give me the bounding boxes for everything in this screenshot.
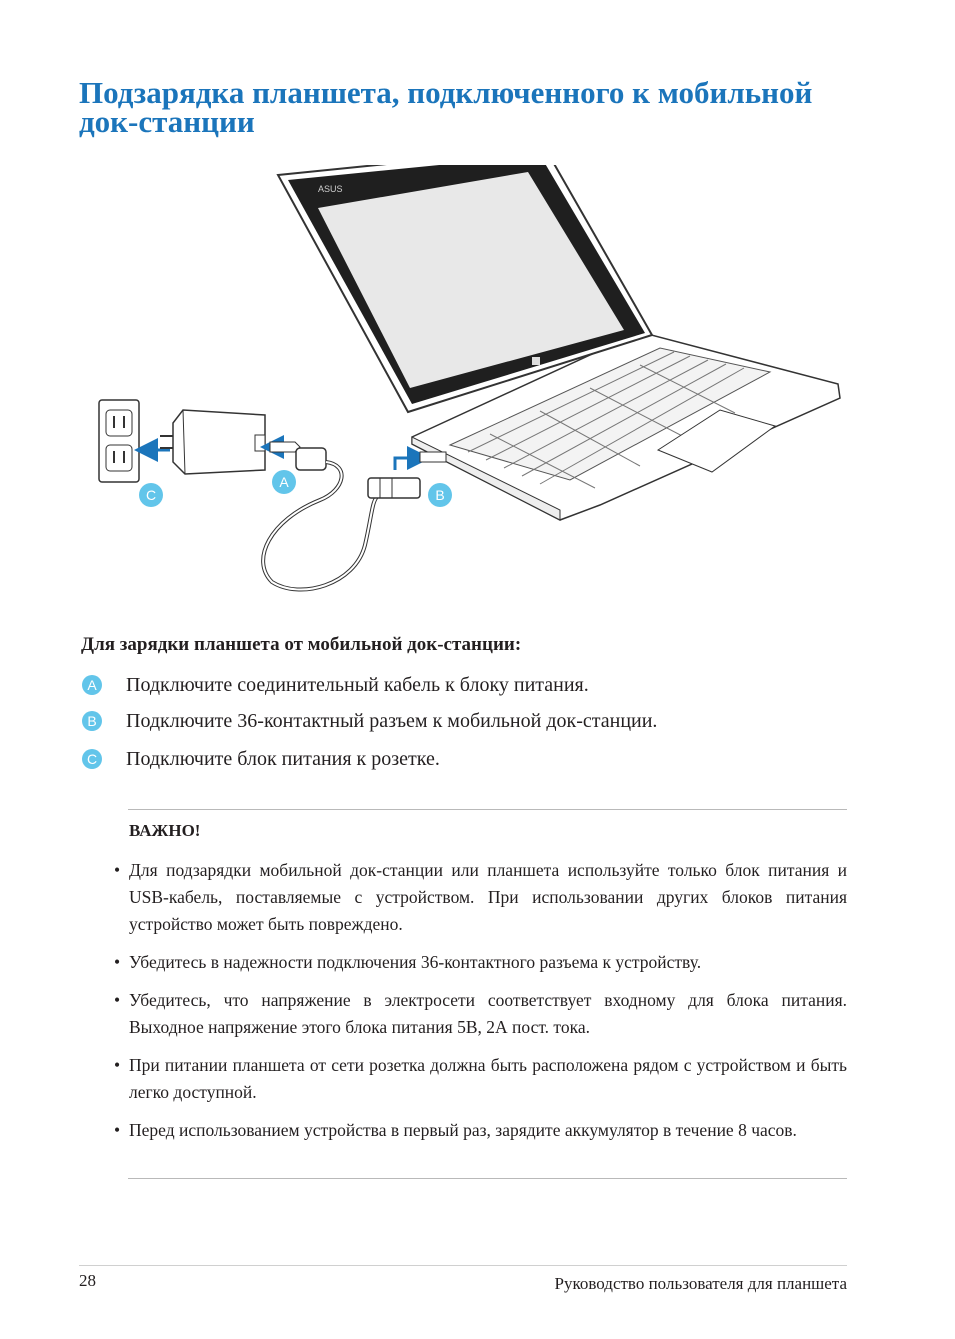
note-text: Убедитесь в надежности подключения 36-контактного разъема к устройству. bbox=[129, 952, 702, 972]
important-note bbox=[114, 1052, 847, 1106]
callout-b-label: B bbox=[435, 487, 445, 503]
important-top-rule bbox=[128, 809, 847, 810]
callout-a-label: A bbox=[279, 474, 289, 490]
note-text: Перед использованием устройства в первый раз, зарядите аккумулятор в течение 8 часов. bbox=[129, 1120, 797, 1140]
step-c-badge: C bbox=[82, 749, 102, 769]
charging-illustration bbox=[90, 165, 850, 597]
step-c bbox=[82, 747, 842, 773]
important-note bbox=[114, 949, 847, 976]
page-number: 28 bbox=[79, 1271, 96, 1290]
instructions-heading: Для зарядки планшета от мобильной док-станции: bbox=[81, 634, 522, 655]
wall-outlet-icon bbox=[99, 400, 139, 482]
step-b bbox=[82, 709, 842, 735]
important-note bbox=[114, 987, 847, 1041]
important-note bbox=[114, 857, 847, 938]
important-heading: ВАЖНО! bbox=[129, 821, 201, 840]
callout-c bbox=[139, 483, 163, 507]
step-a bbox=[82, 673, 842, 699]
tablet-dock-icon bbox=[278, 165, 840, 520]
note-text: Убедитесь, что напряжение в электросети соответствует входному для блока питания. Выходное напряжение этого блока питания 5В, 2А пост. тока. bbox=[129, 990, 847, 1037]
important-bottom-rule bbox=[128, 1178, 847, 1179]
brand-label: ASUS bbox=[318, 184, 343, 194]
step-a-badge: A bbox=[82, 675, 102, 695]
step-c-text: Подключите блок питания к розетке. bbox=[126, 748, 440, 770]
bullet-symbol: • bbox=[114, 1055, 121, 1075]
page-title: Подзарядка планшета, подключенного к мобильной док-станции bbox=[79, 75, 813, 139]
power-adapter-icon bbox=[160, 410, 265, 474]
callout-c-label: C bbox=[145, 487, 157, 503]
bullet-symbol: • bbox=[114, 1120, 121, 1140]
note-text: Для подзарядки мобильной док-станции или планшета используйте только блок питания и USB-кабель, поставляемые с устройством. При использовании других блоков питания устройство может быть повреждено. bbox=[129, 860, 847, 934]
step-b-badge: B bbox=[82, 711, 102, 731]
callout-a bbox=[272, 470, 296, 494]
step-b-text: Подключите 36-контактный разъем к мобильной док-станции. bbox=[126, 710, 658, 732]
bullet-symbol: • bbox=[114, 860, 121, 880]
bullet-symbol: • bbox=[114, 990, 121, 1010]
important-note bbox=[114, 1117, 847, 1144]
note-text: При питании планшета от сети розетка должна быть расположена рядом с устройством и быть легко доступной. bbox=[129, 1055, 847, 1102]
footer-document-title: Руководство пользователя для планшета bbox=[554, 1274, 847, 1293]
bullet-symbol: • bbox=[114, 952, 121, 972]
step-a-text: Подключите соединительный кабель к блоку питания. bbox=[126, 674, 589, 696]
callout-b bbox=[428, 483, 452, 507]
footer-rule bbox=[79, 1265, 847, 1266]
